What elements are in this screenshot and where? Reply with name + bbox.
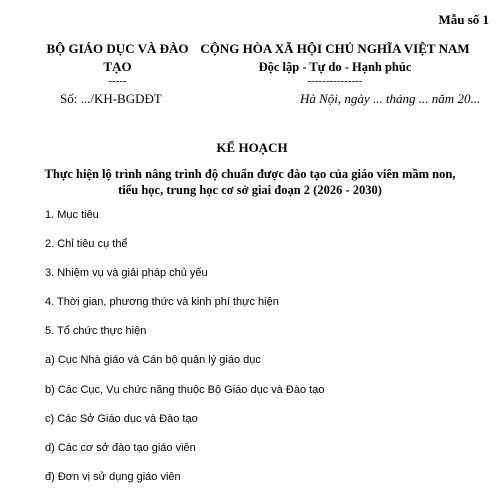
subsection-item: c) Các Sở Giáo dục và Đào tạo (45, 412, 198, 425)
section-item: 1. Mục tiêu (45, 209, 99, 221)
motto-divider: --------------- (307, 75, 363, 87)
subsection-item: b) Các Cục, Vụ chức năng thuộc Bộ Giáo dục và Đào tạo (45, 383, 325, 396)
section-item: 4. Thời gian, phương thức và kinh phí thực hiện (45, 296, 279, 309)
subject-line-1: Thực hiện lộ trình nâng trình độ chuẩn được đào tạo của giáo viên mầm non, (44, 167, 456, 181)
national-title-block (200, 40, 470, 86)
document-type-title: KẾ HOẠCH (216, 140, 288, 155)
document-number: Số: .../KH-BGDĐT (60, 91, 162, 106)
ministry-name-line1: BỘ GIÁO DỤC VÀ ĐÀO (46, 41, 189, 56)
issuing-agency-block (40, 40, 195, 86)
ministry-name-line2: TẠO (103, 59, 132, 74)
document-subject (20, 166, 480, 198)
section-item: 2. Chỉ tiêu cụ thể (45, 238, 128, 251)
subject-line-2: tiểu học, trung học cơ sở giai đoạn 2 (2026 - 2030) (118, 183, 382, 197)
form-number: Mẫu số 1 (438, 12, 489, 27)
place-and-date: Hà Nội, ngày ... tháng ... năm 20... (300, 91, 481, 106)
subsection-item: a) Cục Nhà giáo và Cán bộ quản lý giáo dục (45, 354, 261, 367)
section-item: 5. Tổ chức thực hiện (45, 325, 147, 338)
country-name: CỘNG HÒA XÃ HỘI CHỦ NGHĨA VIỆT NAM (200, 41, 470, 56)
ministry-divider: ----- (108, 75, 127, 87)
subsection-item: d) Các cơ sở đào tạo giáo viên (45, 441, 196, 454)
subsection-item: đ) Đơn vị sử dụng giáo viên (45, 470, 181, 483)
national-motto: Độc lập - Tự do - Hạnh phúc (258, 60, 412, 74)
section-list (45, 205, 485, 496)
section-item: 3. Nhiệm vụ và giải pháp chủ yếu (45, 267, 208, 280)
